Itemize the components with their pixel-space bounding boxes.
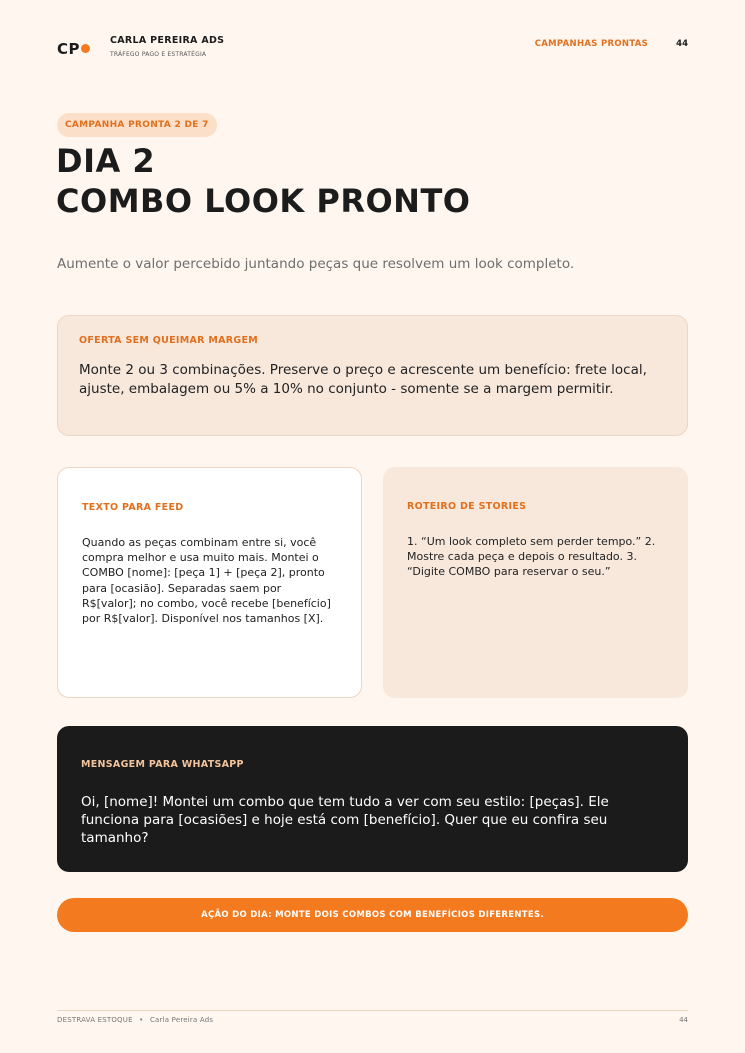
offer-text: Monte 2 ou 3 combinações. Preserve o preço e acrescente um benefício: frete local, ajuste, embalagem ou 5% a 10% no conjunto - somente se a margem permitir.: [79, 362, 647, 397]
logo: [57, 40, 90, 58]
footer-divider: [57, 1010, 688, 1011]
footer-author: Carla Pereira Ads: [149, 1016, 214, 1024]
stories-card: [383, 467, 688, 698]
whatsapp-label: MENSAGEM PARA WHATSAPP: [81, 759, 244, 770]
footer-page-number: 44: [679, 1016, 688, 1024]
section-title: CAMPANHAS PRONTAS: [534, 39, 648, 49]
footer-credit: [57, 1016, 213, 1024]
footer-doc: DESTRAVA ESTOQUE: [57, 1016, 133, 1024]
header-page-number: 44: [676, 39, 688, 49]
feed-text: Quando as peças combinam entre si, você compra melhor e usa muito mais. Montei o COMBO [nome]: [peça 1] + [peça 2], pronto para [ocasião]. Separadas saem por R$[valor]; no combo, você recebe [benefício] por R$[valor]. Disponível nos tamanhos [X].: [82, 536, 331, 626]
whatsapp-text: Oi, [nome]! Montei um combo que tem tudo a ver com seu estilo: [peças]. Ele funciona para [ocasiões] e hoje está com [benefício]. Quer que eu confira seu tamanho?: [81, 794, 609, 846]
offer-label: OFERTA SEM QUEIMAR MARGEM: [79, 335, 259, 346]
title-line-2: COMBO LOOK PRONTO: [56, 182, 471, 220]
stories-label: ROTEIRO DE STORIES: [407, 501, 527, 512]
stories-text: 1. “Um look completo sem perder tempo.” 2. Mostre cada peça e depois o resultado. 3. “Digite COMBO para reservar o seu.”: [407, 535, 656, 579]
feed-label: TEXTO PARA FEED: [82, 502, 184, 513]
whatsapp-card: [57, 726, 688, 872]
brand-block: [110, 35, 224, 58]
page-title: [56, 141, 470, 221]
offer-card: [57, 315, 688, 436]
feed-card: [57, 467, 362, 698]
campaign-badge: CAMPANHA PRONTA 2 DE 7: [57, 113, 217, 137]
logo-text: CP: [57, 40, 81, 58]
page-subtitle: Aumente o valor percebido juntando peças que resolvem um look completo.: [57, 256, 575, 272]
brand-name: CARLA PEREIRA ADS: [110, 35, 225, 46]
logo-dot-icon: [81, 44, 90, 53]
title-line-1: DIA 2: [56, 142, 156, 180]
brand-tagline: TRÁFEGO PAGO E ESTRATÉGIA: [110, 51, 207, 58]
daily-action-banner: AÇÃO DO DIA: MONTE DOIS COMBOS COM BENEFÍCIOS DIFERENTES.: [57, 898, 688, 932]
page-header: [57, 34, 688, 64]
footer-separator: •: [139, 1016, 144, 1024]
